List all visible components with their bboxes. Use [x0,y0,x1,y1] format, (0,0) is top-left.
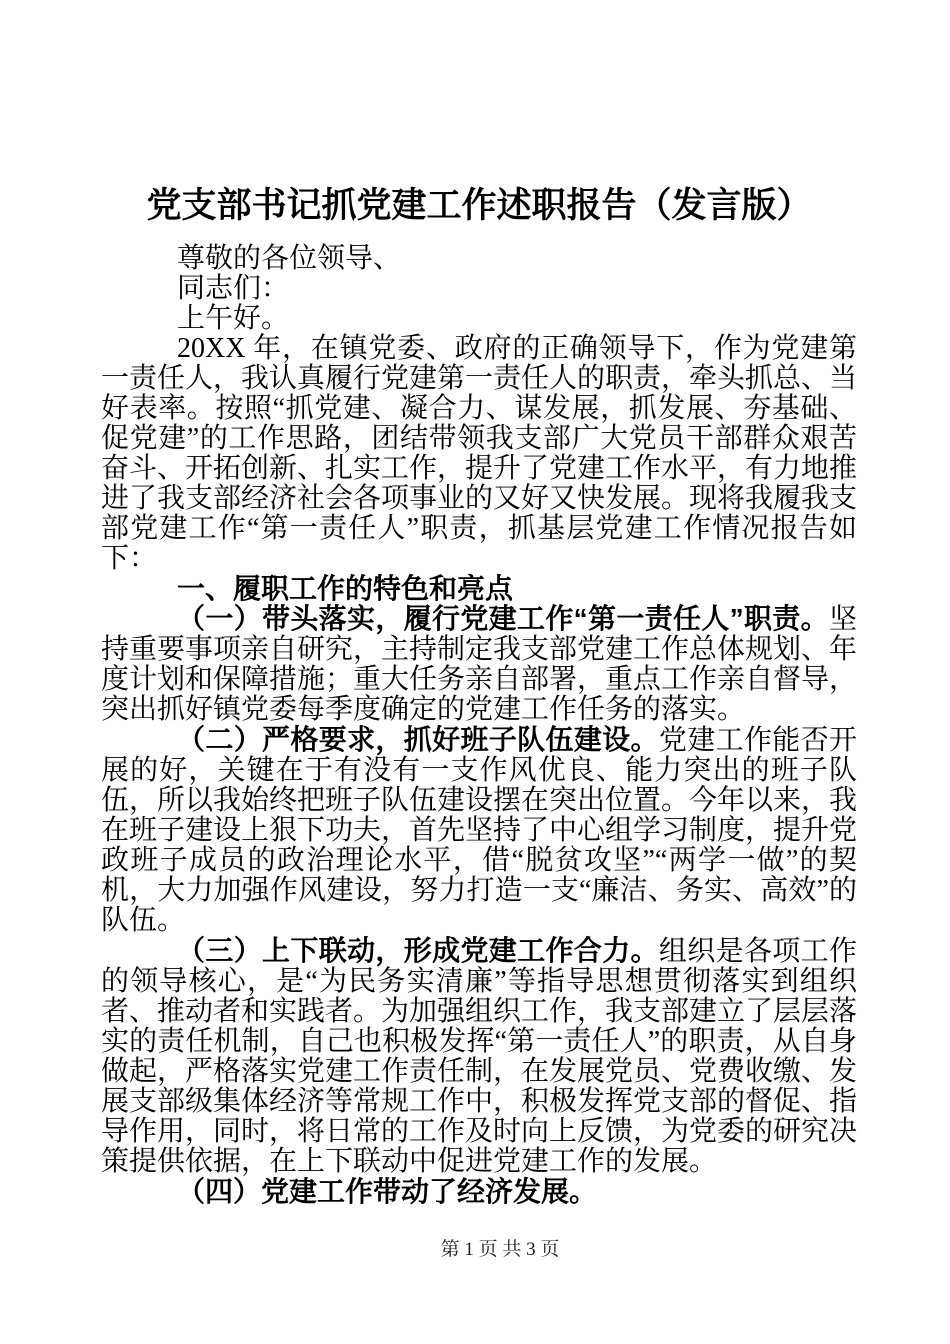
document-title: 党支部书记抓党建工作述职报告（发言版） [146,186,812,225]
item-body-2: 党建工作能否开展的好，关键在于有没有一支作风优良、能力突出的班子队伍，所以我始终把班子队伍建设摆在突出位置。今年以来，我在班子建设上狠下功夫，首先坚持了中心组学习制度，提升党政班子成员的政治理论水平，借“脱贫攻坚”“两学一做”的契机，大力加强作风建设，努力打造一支“廉洁、务实、高效”的队伍。 [101,725,858,936]
item-paragraph-2 [101,725,857,936]
salutation-leaders: 尊敬的各位领导、 [177,243,402,274]
item-body-3: 组织是各项工作的领导核心，是“为民务实清廉”等指导思想贯彻落实到组织者、推动者和实践者。为加强组织工作，我支部建立了层层落实的责任机制，自己也积极发挥“第一责任人”的职责，从自身做起，严格落实党建工作责任制，在发展党员、党费收缴、发展支部级集体经济等常规工作中，积极发挥党支部的督促、指导作用，同时，将日常的工作及时向上反馈，为党委的研究决策提供依据，在上下联动中促进党建工作的发展。 [101,936,858,1177]
item-lead-1: （一）带头落实，履行党建工作“第一责任人”职责。 [177,603,829,634]
item-paragraph-3 [101,936,857,1177]
item-lead-4: （四）党建工作带动了经济发展。 [177,1176,598,1207]
salutation-comrades: 同志们： [177,273,290,304]
item-lead-3: （三）上下联动，形成党建工作合力。 [177,935,659,966]
section-heading: 一、履职工作的特色和亮点 [177,573,514,604]
item-paragraph-1 [101,604,857,725]
page-footer [0,1237,950,1263]
item-body-1: 坚持重要事项亲自研究，主持制定我支部党建工作总体规划、年度计划和保障措施；重大任务亲自部署，重点工作亲自督导，突出抓好镇党委每季度确定的党建工作任务的落实。 [101,604,858,725]
item-lead-2: （二）严格要求，抓好班子队伍建设。 [177,724,659,755]
salutation-greeting: 上午好。 [177,303,290,334]
item-paragraph-4 [101,1177,857,1208]
page-number-label: 第 1 页 共 3 页 [440,1239,560,1260]
document-content [101,186,857,1208]
intro-paragraph: 20XX 年，在镇党委、政府的正确领导下，作为党建第一责任人，我认真履行党建第一责任人的职责，牵头抓总、当好表率。按照“抓党建、凝合力、谋发展，抓发展、夯基础、促党建”的工作思路，团结带领我支部广大党员干部群众艰苦奋斗、开拓创新、扎实工作，提升了党建工作水平，有力地推进了我支部经济社会各项事业的又好又快发展。现将我履我支部党建工作“第一责任人”职责，抓基层党建工作情况报告如下： [101,333,858,574]
